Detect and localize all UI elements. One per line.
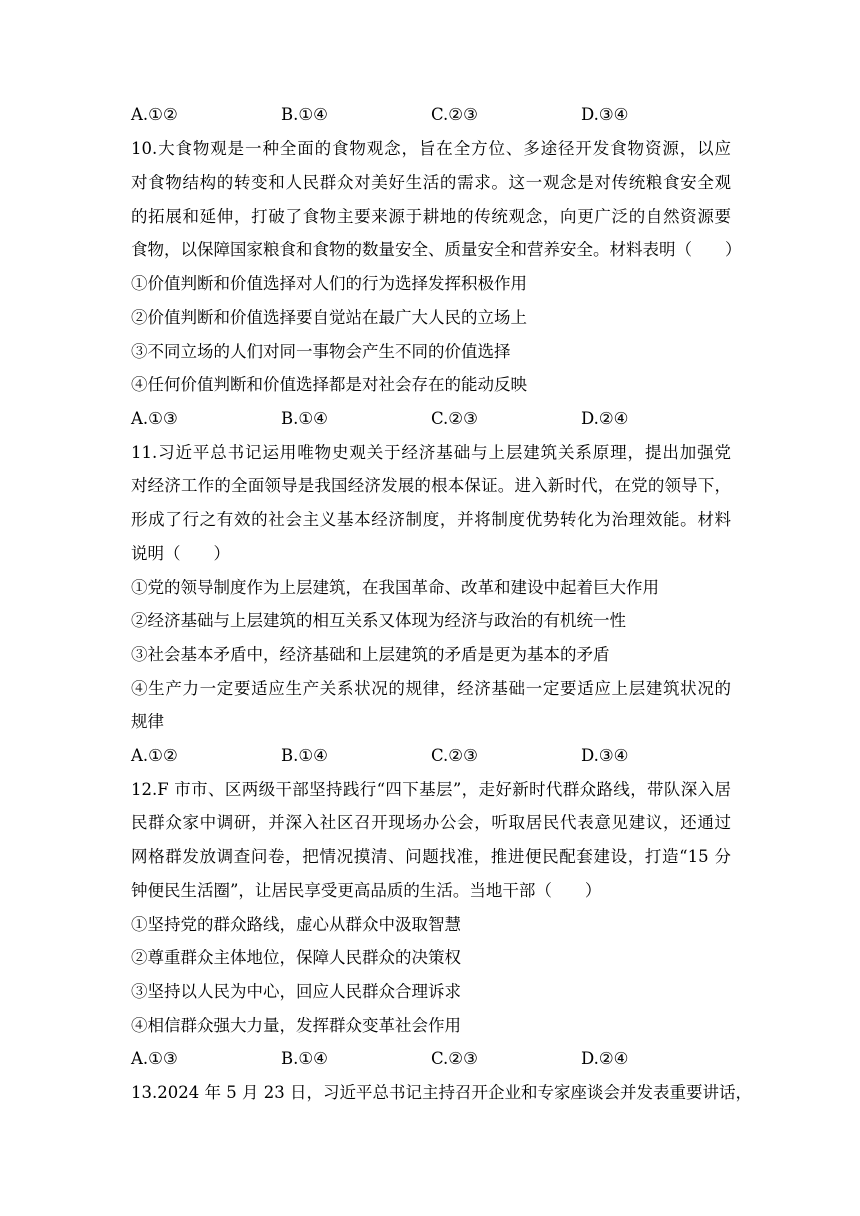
q11-item-continuation: 规律 <box>131 712 164 731</box>
q11-item: ④生产力一定要适应生产关系状况的规律，经济基础一定要适应上层建筑状况的 <box>131 679 731 698</box>
q10-options <box>131 407 731 431</box>
q12-option-c: C.②③ <box>431 1049 478 1068</box>
q10-option-d: D.②④ <box>581 409 629 428</box>
q9-options <box>131 103 731 127</box>
q10-item: ④任何价值判断和价值选择都是对社会存在的能动反映 <box>131 375 527 394</box>
q9-option-d: D.③④ <box>581 105 629 124</box>
q10-item: ②价值判断和价值选择要自觉站在最广大人民的立场上 <box>131 308 527 327</box>
q12-item: ④相信群众强大力量，发挥群众变革社会作用 <box>131 1016 461 1035</box>
q11-item: ①党的领导制度作为上层建筑，在我国革命、改革和建设中起着巨大作用 <box>131 578 659 597</box>
q12-stem-line: 钟便民生活圈”，让居民享受更高品质的生活。当地干部（ ） <box>131 881 602 900</box>
q13-stem-line: 13.2024 年 5 月 23 日，习近平总书记主持召开企业和专家座谈会并发表重要讲话， <box>131 1083 752 1102</box>
q11-stem-line: 形成了行之有效的社会主义基本经济制度，并将制度优势转化为治理效能。材料 <box>131 510 731 529</box>
q10-option-a: A.①③ <box>131 409 178 428</box>
q12-options <box>131 1047 731 1071</box>
q10-item: ①价值判断和价值选择对人们的行为选择发挥积极作用 <box>131 274 527 293</box>
q11-stem-line: 11.习近平总书记运用唯物史观关于经济基础与上层建筑关系原理，提出加强党 <box>131 443 731 462</box>
q12-stem-line: 民群众家中调研，并深入社区召开现场办公会，听取居民代表意见建议，还通过 <box>131 813 731 832</box>
q10-item: ③不同立场的人们对同一事物会产生不同的价值选择 <box>131 342 511 361</box>
q11-option-c: C.②③ <box>431 746 478 765</box>
q12-item: ①坚持党的群众路线，虚心从群众中汲取智慧 <box>131 915 461 934</box>
q11-item: ③社会基本矛盾中，经济基础和上层建筑的矛盾是更为基本的矛盾 <box>131 645 610 664</box>
q10-option-b: B.①④ <box>281 409 328 428</box>
q9-option-a: A.①② <box>131 105 178 124</box>
q9-option-b: B.①④ <box>281 105 328 124</box>
q12-option-a: A.①③ <box>131 1049 178 1068</box>
q10-stem-line: 10.大食物观是一种全面的食物观念，旨在全方位、多途径开发食物资源，以应 <box>131 139 731 158</box>
q11-item: ②经济基础与上层建筑的相互关系又体现为经济与政治的有机统一性 <box>131 611 626 630</box>
q10-stem-line: 食物，以保障国家粮食和食物的数量安全、质量安全和营养安全。材料表明（ ） <box>131 240 742 259</box>
q11-stem-line: 说明（ ） <box>131 544 230 563</box>
q11-option-b: B.①④ <box>281 746 328 765</box>
q11-option-d: D.③④ <box>581 746 629 765</box>
q11-stem-line: 对经济工作的全面领导是我国经济发展的根本保证。进入新时代，在党的领导下， <box>131 476 731 495</box>
q12-option-b: B.①④ <box>281 1049 328 1068</box>
q12-item: ②尊重群众主体地位，保障人民群众的决策权 <box>131 948 461 967</box>
q10-stem-line: 对食物结构的转变和人民群众对美好生活的需求。这一观念是对传统粮食安全观 <box>131 173 731 192</box>
q11-options <box>131 744 731 768</box>
q9-option-c: C.②③ <box>431 105 478 124</box>
q12-stem-line: 网格群发放调查问卷，把情况摸清、问题找准，推进便民配套建设，打造“15 分 <box>131 847 731 866</box>
q11-option-a: A.①② <box>131 746 178 765</box>
q12-item: ③坚持以人民为中心，回应人民群众合理诉求 <box>131 982 461 1001</box>
q10-stem-line: 的拓展和延伸，打破了食物主要来源于耕地的传统观念，向更广泛的自然资源要 <box>131 207 731 226</box>
q12-option-d: D.②④ <box>581 1049 629 1068</box>
q12-stem-line: 12.F 市市、区两级干部坚持践行“四下基层”，走好新时代群众路线，带队深入居 <box>131 780 731 799</box>
q10-option-c: C.②③ <box>431 409 478 428</box>
